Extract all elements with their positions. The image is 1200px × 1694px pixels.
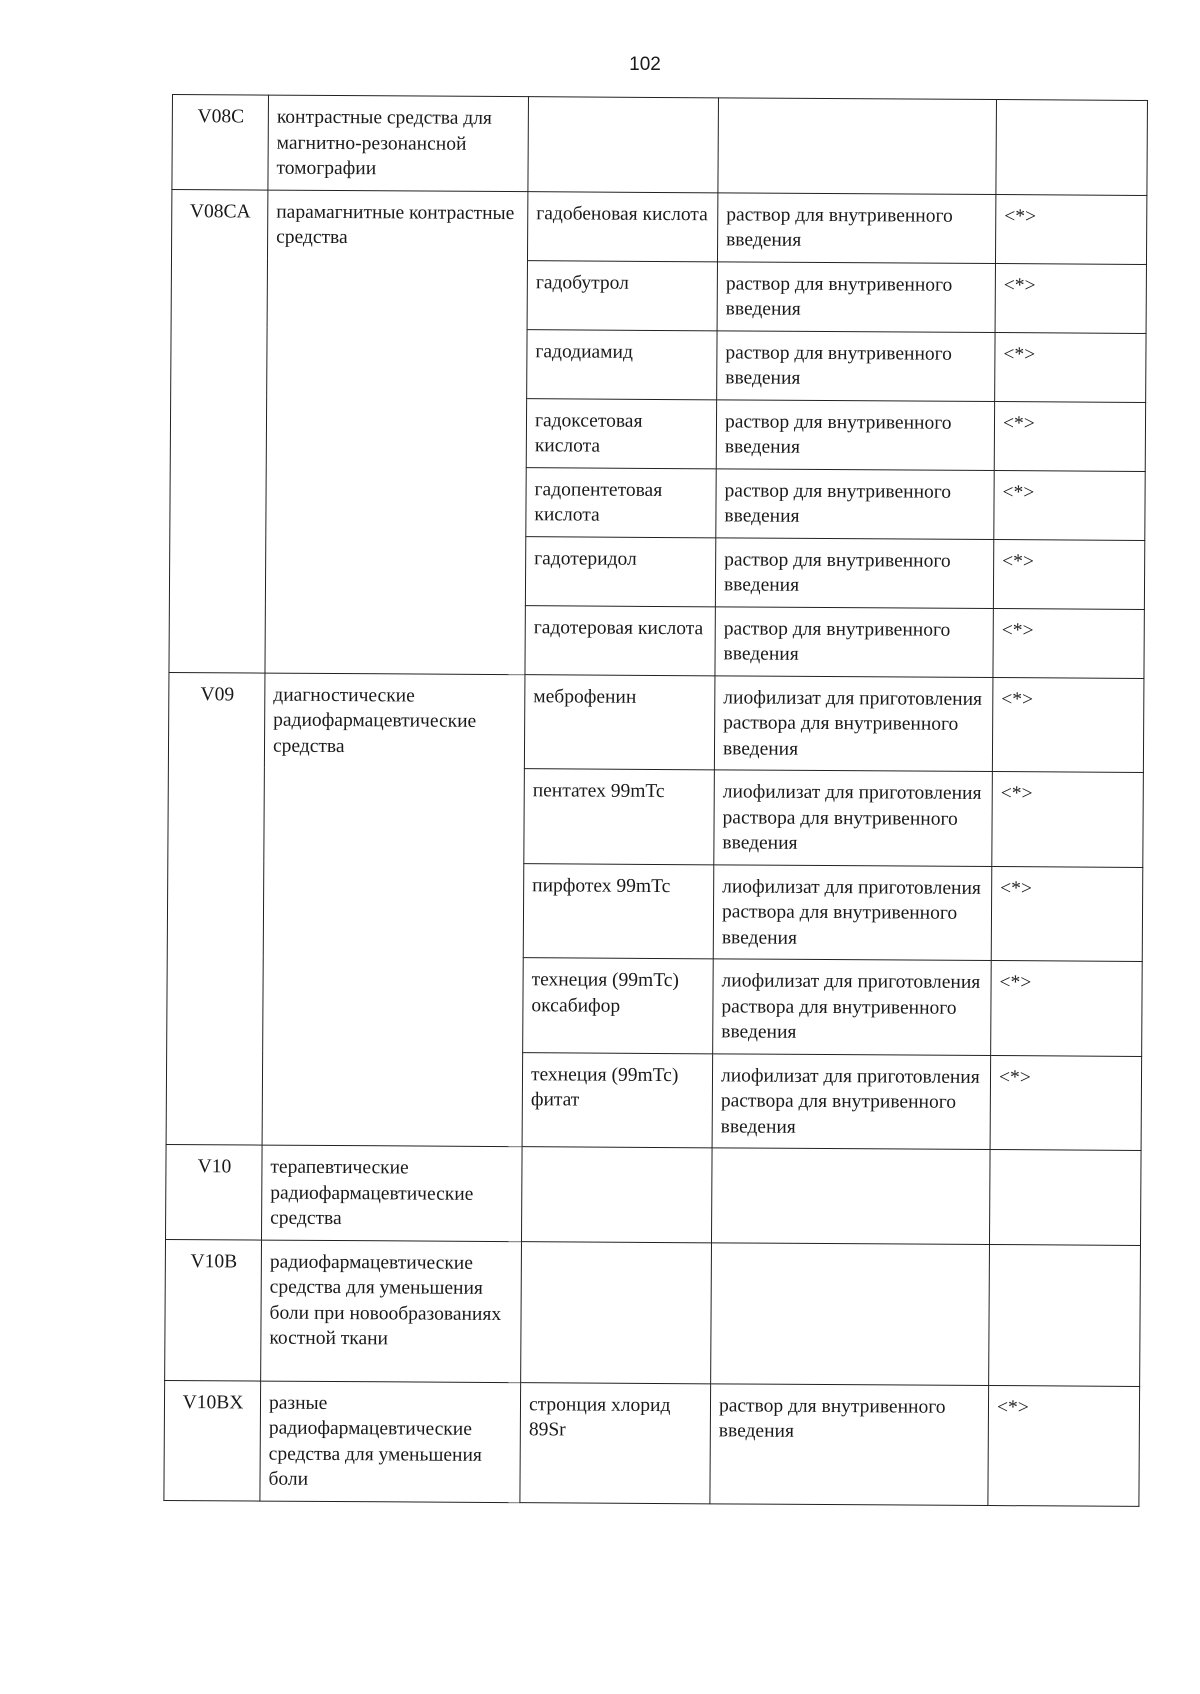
- substance-cell: [521, 1241, 712, 1383]
- table-row: [172, 95, 1148, 195]
- atc-code-cell: V09: [166, 672, 265, 1145]
- atc-code-cell: V10: [166, 1144, 263, 1239]
- dosage-form-cell: раствор для внутривенного введения: [715, 606, 993, 677]
- page-number: 102: [629, 54, 661, 75]
- substance-cell: стронция хлорид 89Sr: [520, 1382, 711, 1503]
- dosage-form-cell: лиофилизат для приготовления раствора для внутривенного введения: [713, 864, 992, 960]
- dosage-form-cell: раствор для внутривенного введения: [715, 537, 993, 608]
- substance-cell: [528, 97, 719, 193]
- atc-code-cell: V10BX: [164, 1380, 261, 1501]
- table-row: [164, 1380, 1140, 1506]
- note-cell: <*>: [988, 1385, 1140, 1506]
- substance-cell: гадотеридол: [525, 536, 715, 606]
- note-cell: [989, 1244, 1141, 1386]
- dosage-form-cell: раствор для внутривенного введения: [717, 192, 995, 263]
- substance-cell: пентатех 99mTc: [524, 769, 715, 865]
- atc-code-cell: V08CA: [169, 189, 268, 673]
- dosage-form-cell: лиофилизат для приготовления раствора для внутривенного введения: [714, 770, 993, 866]
- table-body: [164, 95, 1148, 1506]
- atc-group-name-cell: терапевтические радиофармацевтические средства: [262, 1145, 523, 1241]
- substance-cell: гадопентетовая кислота: [526, 467, 716, 537]
- table-row: [165, 1239, 1141, 1386]
- note-cell: <*>: [995, 332, 1146, 402]
- atc-code-cell: V10B: [165, 1239, 262, 1381]
- dosage-form-cell: раствор для внутривенного введения: [717, 261, 995, 332]
- substance-cell: гадобутрол: [527, 260, 717, 330]
- table-row: [168, 672, 1144, 772]
- table-row: [166, 1144, 1142, 1244]
- substance-cell: гадотеровая кислота: [525, 605, 715, 675]
- atc-group-name-cell: разные радиофармацевтические средства для уменьшения боли: [260, 1381, 521, 1503]
- atc-group-name-cell: парамагнитные контрастные средства: [265, 190, 528, 675]
- substance-cell: технеция (99mTc) фитат: [522, 1052, 713, 1148]
- note-cell: <*>: [995, 194, 1146, 264]
- dosage-form-cell: лиофилизат для приготовления раствора для внутривенного введения: [714, 675, 993, 771]
- atc-group-name-cell: контрастные средства для магнитно-резонансной томографии: [268, 95, 529, 191]
- substance-cell: гадоксетовая кислота: [526, 398, 716, 468]
- dosage-form-cell: раствор для внутривенного введения: [717, 330, 995, 401]
- note-cell: <*>: [993, 539, 1144, 609]
- substance-cell: гадодиамид: [527, 329, 717, 399]
- table-row: [171, 189, 1146, 264]
- note-cell: <*>: [991, 961, 1143, 1056]
- substance-cell: меброфенин: [524, 674, 715, 770]
- note-cell: <*>: [992, 772, 1144, 867]
- atc-group-name-cell: диагностические радиофармацевтические средства: [262, 673, 525, 1147]
- dosage-form-cell: раствор для внутривенного введения: [716, 468, 994, 539]
- dosage-form-cell: раствор для внутривенного введения: [710, 1383, 989, 1505]
- note-cell: <*>: [990, 1055, 1142, 1150]
- substance-cell: пирфотех 99mTc: [523, 863, 714, 959]
- substance-cell: гадобеновая кислота: [527, 191, 717, 261]
- dosage-form-cell: лиофилизат для приготовления раствора для внутривенного введения: [712, 1053, 991, 1149]
- dosage-form-cell: лиофилизат для приготовления раствора для внутривенного введения: [713, 959, 992, 1055]
- note-cell: <*>: [993, 608, 1144, 678]
- note-cell: <*>: [994, 401, 1145, 471]
- dosage-form-cell: [711, 1148, 990, 1244]
- dosage-form-cell: [718, 98, 997, 194]
- dosage-form-cell: раствор для внутривенного введения: [716, 399, 994, 470]
- note-cell: <*>: [994, 470, 1145, 540]
- atc-group-name-cell: радиофармацевтические средства для уменьшения боли при новообразованиях костной ткани: [261, 1240, 522, 1383]
- dosage-form-cell: [711, 1242, 990, 1385]
- note-cell: <*>: [991, 866, 1143, 961]
- substance-cell: [521, 1147, 712, 1243]
- medicines-table: [163, 94, 1148, 1506]
- note-cell: <*>: [992, 677, 1144, 772]
- atc-code-cell: V08C: [172, 95, 269, 190]
- note-cell: [989, 1150, 1141, 1245]
- note-cell: [996, 100, 1148, 195]
- substance-cell: технеция (99mTc) оксабифор: [523, 958, 714, 1054]
- note-cell: <*>: [995, 263, 1146, 333]
